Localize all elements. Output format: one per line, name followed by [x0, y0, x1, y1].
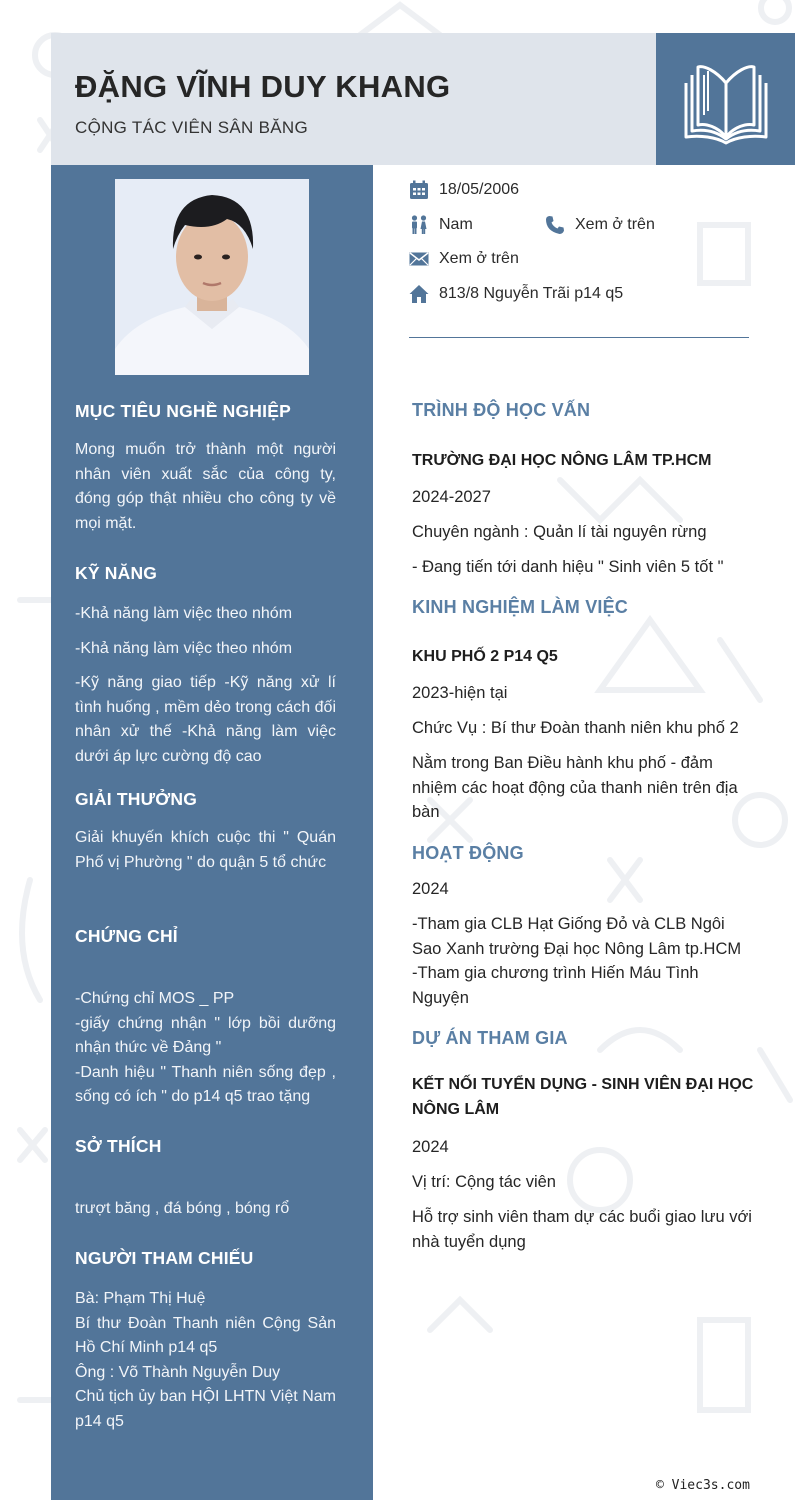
calendar-icon	[409, 180, 429, 200]
education-title: TRÌNH ĐỘ HỌC VẤN	[412, 400, 591, 420]
footer-credit: © Viec3s.com	[656, 1478, 750, 1493]
phone-icon	[545, 215, 565, 235]
experience-org: KHU PHỐ 2 P14 Q5	[412, 648, 558, 665]
projects-title: DỰ ÁN THAM GIA	[412, 1028, 568, 1048]
header-icon-box	[656, 33, 795, 165]
contact-divider	[409, 337, 749, 338]
objective-section	[75, 401, 336, 536]
experience-period: 2023-hiện tại	[412, 684, 508, 702]
profile-photo	[115, 179, 309, 375]
hobbies-text: trượt băng , đá bóng , bóng rổ	[75, 1200, 290, 1217]
gender-row	[409, 215, 473, 235]
address-value: 813/8 Nguyễn Trãi p14 q5	[439, 285, 624, 302]
sidebar	[51, 165, 373, 1500]
hobbies-section	[75, 1136, 336, 1222]
reference-line: Ông : Võ Thành Nguyễn Duy	[75, 1363, 281, 1381]
avatar	[115, 179, 309, 375]
reference-line: Bà: Phạm Thị Huệ	[75, 1290, 206, 1307]
email-value: Xem ở trên	[439, 250, 519, 267]
certificates-list	[75, 987, 336, 1110]
activity-item: -Tham gia chương trình Hiến Máu Tình Nguyện	[412, 964, 699, 1007]
envelope-icon	[409, 249, 429, 269]
skills-section	[75, 563, 336, 770]
awards-title: GIẢI THƯỞNG	[75, 789, 198, 809]
phone-value: Xem ở trên	[575, 216, 655, 233]
activities-list	[412, 912, 757, 1010]
experience-position: Chức Vụ : Bí thư Đoàn thanh niên khu phố 2	[412, 719, 739, 737]
objective-title: MỤC TIÊU NGHỀ NGHIỆP	[75, 401, 291, 421]
gender-value: Nam	[439, 216, 473, 233]
objective-text: Mong muốn trở thành một người nhân viên xuất sắc của công ty, đóng góp thật nhiều cho công ty về mọi mặt.	[75, 441, 336, 532]
activities-title: HOẠT ĐỘNG	[412, 843, 524, 863]
book-icon	[678, 53, 774, 145]
hobbies-title: SỞ THÍCH	[75, 1136, 162, 1156]
home-icon	[409, 284, 429, 304]
address-row	[409, 284, 623, 304]
experience-description: Nằm trong Ban Điều hành khu phố - đảm nhiệm các hoạt động của thanh niên trên địa bàn	[412, 754, 738, 822]
awards-text: Giải khuyến khích cuộc thi " Quán Phố vị Phường " do quận 5 tổ chức	[75, 829, 336, 871]
birthday-value: 18/05/2006	[439, 181, 520, 198]
education-note: - Đang tiến tới danh hiệu " Sinh viên 5 tốt "	[412, 558, 724, 576]
gender-icon	[409, 215, 429, 235]
reference-line: Bí thư Đoàn Thanh niên Cộng Sản Hồ Chí Minh p14 q5	[75, 1314, 336, 1357]
references-list	[75, 1287, 336, 1435]
skill-item: -Khả năng làm việc theo nhóm	[75, 639, 293, 657]
project-role: Vị trí: Cộng tác viên	[412, 1173, 556, 1191]
references-title: NGƯỜI THAM CHIẾU	[75, 1248, 254, 1268]
phone-row	[545, 215, 655, 235]
activity-item: -Tham gia CLB Hạt Giống Đỏ và CLB Ngôi Sao Xanh trường Đại học Nông Lâm tp.HCM	[412, 915, 742, 958]
full-name: ĐẶNG VĨNH DUY KHANG	[75, 69, 451, 104]
birthday-row	[409, 180, 519, 200]
skill-item: -Kỹ năng giao tiếp -Kỹ năng xử lí tình huống , mềm dẻo trong cách đối nhân xử thế -Khả năng làm việc dưới áp lực cường độ cao	[75, 674, 336, 765]
certificates-section	[75, 926, 336, 1110]
project-name: KẾT NỐI TUYỂN DỤNG - SINH VIÊN ĐẠI HỌC NÔNG LÂM	[412, 1076, 754, 1118]
awards-section	[75, 789, 336, 875]
education-school: TRƯỜNG ĐẠI HỌC NÔNG LÂM TP.HCM	[412, 452, 712, 469]
activities-year: 2024	[412, 880, 449, 898]
project-description: Hỗ trợ sinh viên tham dự các buổi giao lưu với nhà tuyển dụng	[412, 1208, 752, 1251]
email-row	[409, 249, 519, 269]
references-section	[75, 1248, 336, 1435]
education-period: 2024-2027	[412, 488, 491, 506]
skills-title: KỸ NĂNG	[75, 563, 158, 583]
certificates-title: CHỨNG CHỈ	[75, 926, 178, 946]
certificate-item: -Chứng chỉ MOS _ PP	[75, 990, 235, 1007]
reference-line: Chủ tịch ủy ban HỘI LHTN Việt Nam p14 q5	[75, 1388, 336, 1430]
skill-item: -Khả năng làm việc theo nhóm	[75, 605, 293, 622]
resume-header	[51, 33, 656, 165]
project-year: 2024	[412, 1138, 449, 1156]
experience-title: KINH NGHIỆM LÀM VIỆC	[412, 597, 629, 617]
job-title: CỘNG TÁC VIÊN SÂN BĂNG	[75, 118, 308, 137]
education-major: Chuyên ngành : Quản lí tài nguyên rừng	[412, 523, 707, 541]
certificate-item: -giấy chứng nhận " lớp bồi dưỡng nhận thức về Đảng "	[75, 1014, 336, 1057]
certificate-item: -Danh hiệu " Thanh niên sống đẹp , sống có ích " do p14 q5 trao tặng	[75, 1063, 336, 1106]
